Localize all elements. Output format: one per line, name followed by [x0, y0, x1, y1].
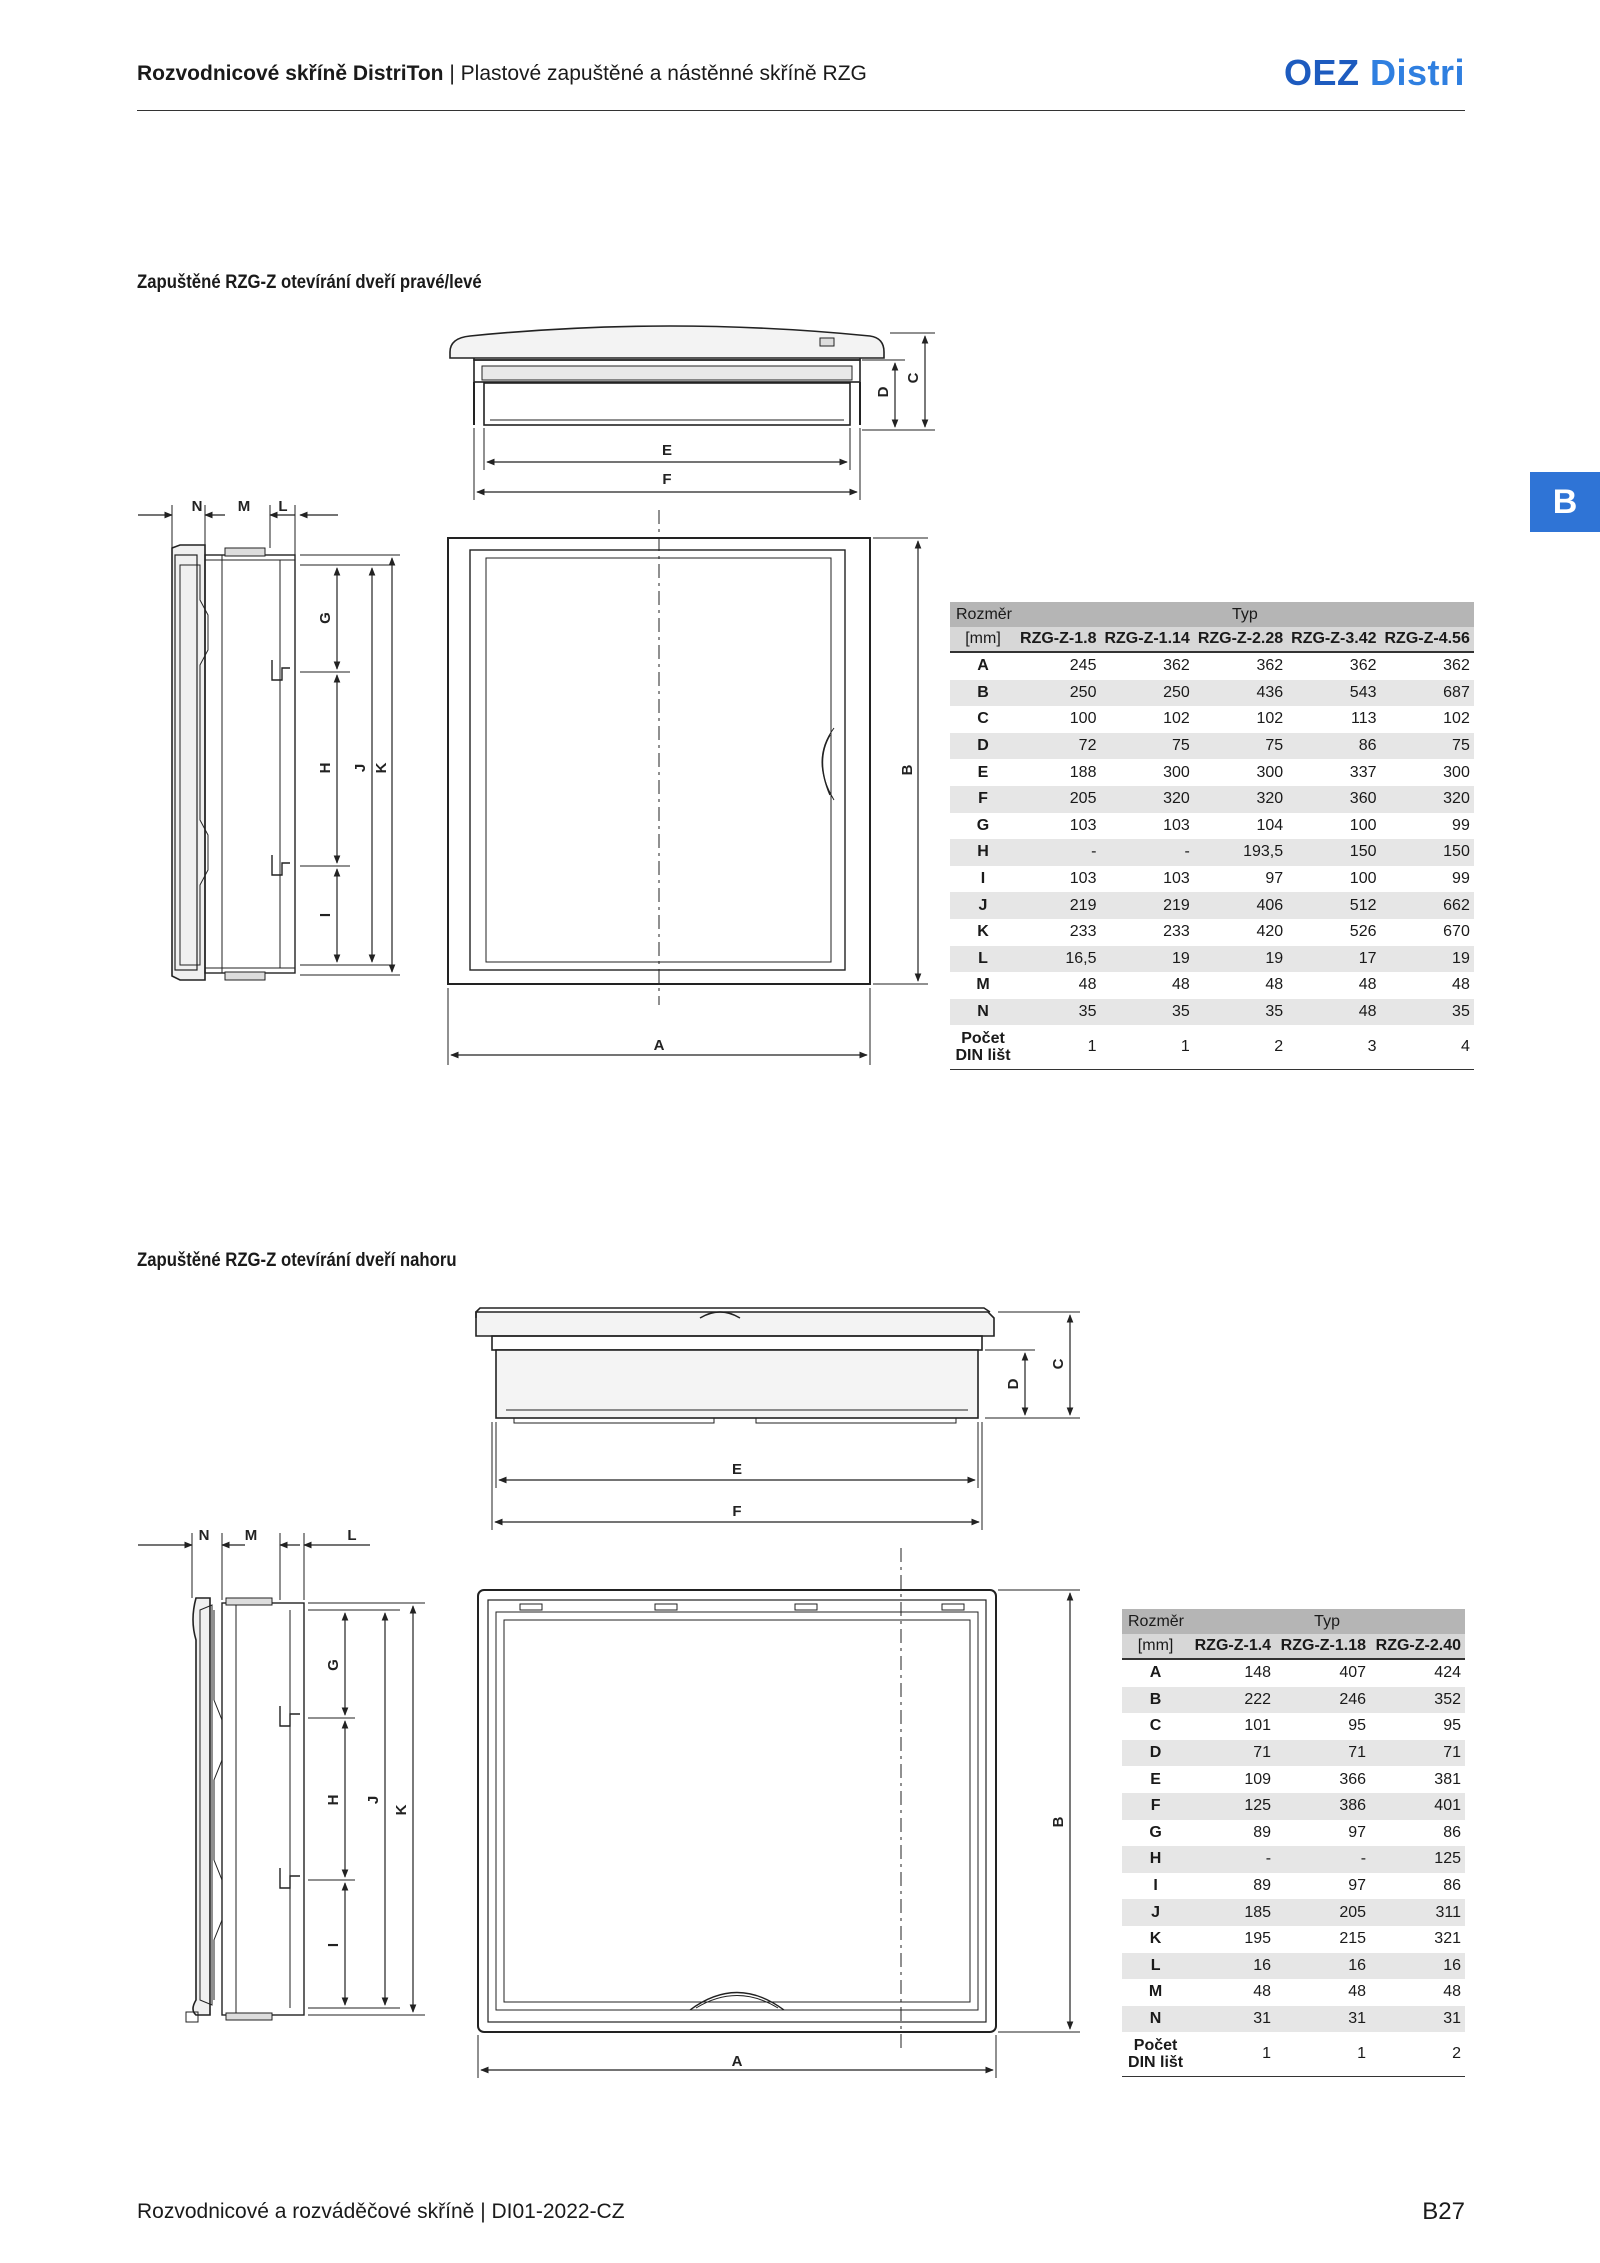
page-number: B27 [1422, 2198, 1465, 2225]
table-cell: 320 [1100, 786, 1193, 813]
table1-unit: [mm] [950, 627, 1016, 652]
table-cell: 104 [1256, 816, 1284, 834]
table-cell: 31 [1275, 2006, 1370, 2033]
table-cell: 670 [1443, 923, 1470, 941]
table-cell: 100 [1349, 816, 1377, 834]
s1-label-i: I [317, 912, 334, 918]
table-cell: 48 [1287, 999, 1380, 1026]
table-cell: 362 [1443, 657, 1470, 675]
row-key: E [1150, 1770, 1161, 1788]
table-cell: 31 [1370, 2006, 1465, 2033]
table-cell: 3 [1287, 1025, 1380, 1070]
table2-type: RZG-Z-2.40 [1370, 1634, 1465, 1659]
table-row [950, 946, 1474, 973]
page-footer-left [137, 2200, 625, 2224]
table-cell: 662 [1381, 892, 1474, 919]
s2-label-n: N [198, 1527, 210, 1544]
table-cell: 245 [1069, 657, 1097, 675]
table-cell: 311 [1370, 1899, 1465, 1926]
table-cell: 102 [1443, 710, 1470, 728]
dimensions-table-1 [950, 602, 1474, 1070]
dimensions-table-2 [1122, 1609, 1465, 2077]
table-row [1122, 1740, 1465, 1767]
table-cell: 386 [1275, 1793, 1370, 1820]
table-row [1122, 1793, 1465, 1820]
row-key: C [977, 710, 989, 728]
s2-label-f: F [732, 1503, 742, 1520]
table-cell: 4 [1381, 1025, 1474, 1070]
table-cell: 188 [1069, 763, 1097, 781]
row-key: M [1148, 1983, 1163, 2001]
table-cell: 233 [1163, 923, 1190, 941]
s2-label-h: H [325, 1794, 342, 1806]
row-key: M [976, 976, 990, 994]
table-cell: 71 [1370, 1740, 1465, 1767]
table-cell: 99 [1452, 870, 1470, 888]
row-key: D [1122, 1740, 1189, 1767]
s2-label-a: A [731, 2053, 743, 2070]
table-cell: 148 [1244, 1664, 1272, 1682]
table-cell: 103 [1069, 816, 1097, 834]
table-cell: 436 [1194, 680, 1287, 707]
table-row [950, 733, 1474, 760]
table2-col-head: Rozměr [1122, 1609, 1189, 1634]
table-cell: 48 [1265, 976, 1284, 994]
table-cell: 103 [1163, 870, 1190, 888]
table-cell: 19 [1381, 946, 1474, 973]
table-row [950, 839, 1474, 866]
chapter-tab-badge[interactable]: B [1530, 472, 1600, 532]
table-cell: 125 [1370, 1846, 1465, 1873]
s1-label-l: L [278, 498, 288, 515]
table-cell: 193,5 [1194, 839, 1287, 866]
table-row [950, 866, 1474, 893]
table-row [1122, 2006, 1465, 2033]
table-cell: 362 [1349, 657, 1377, 675]
table-cell: - [1189, 1846, 1275, 1873]
table-cell: 300 [1443, 763, 1470, 781]
section2-title: Zapuštěné RZG-Z otevírání dveří nahoru [137, 1250, 457, 1271]
table-cell: 75 [1100, 733, 1193, 760]
table-row [1122, 1766, 1465, 1793]
table-cell: 250 [1100, 680, 1193, 707]
s2-label-l: L [347, 1527, 357, 1544]
table-cell: 71 [1275, 1740, 1370, 1767]
footer-doc-code: DI01-2022-CZ [491, 2200, 625, 2223]
s1-label-b: B [899, 764, 916, 776]
table-row [1122, 1846, 1465, 1873]
table1-type: RZG-Z-1.8 [1016, 627, 1100, 652]
table-cell: 16 [1275, 1953, 1370, 1980]
section1-title: Zapuštěné RZG-Z otevírání dveří pravé/levé [137, 272, 482, 293]
table-row [950, 972, 1474, 999]
table-cell: 150 [1381, 839, 1474, 866]
table-cell: 48 [1172, 976, 1190, 994]
table-cell: 407 [1339, 1664, 1367, 1682]
table-cell: 72 [1016, 733, 1100, 760]
table-row [950, 813, 1474, 840]
row-key-din-count [950, 1025, 1016, 1070]
table-row [1122, 1659, 1465, 1687]
table-cell: 17 [1287, 946, 1380, 973]
table-cell: 100 [1069, 710, 1097, 728]
table-cell: 185 [1189, 1899, 1275, 1926]
table-cell: 48 [1078, 976, 1097, 994]
table-cell: 233 [1069, 923, 1097, 941]
table-row [1122, 1713, 1465, 1740]
s1-label-g: G [317, 612, 334, 624]
table-cell: 35 [1016, 999, 1100, 1026]
s1-front-view [448, 510, 870, 1005]
table-cell: 2 [1370, 2032, 1465, 2077]
s1-label-n: N [191, 498, 203, 515]
table-cell: 424 [1434, 1664, 1461, 1682]
table-cell: 16,5 [1016, 946, 1100, 973]
table-row [950, 999, 1474, 1026]
table-cell: 101 [1244, 1717, 1272, 1735]
row-key: K [977, 923, 989, 941]
table-cell: 35 [1381, 999, 1474, 1026]
oez-distri-logo: OEZ Distri [1283, 52, 1465, 93]
table-row [950, 652, 1474, 680]
row-key: A [977, 657, 989, 675]
table-cell: 150 [1287, 839, 1380, 866]
s1-side-view [172, 545, 295, 980]
table-cell: 48 [1452, 976, 1470, 994]
row-key: D [950, 733, 1016, 760]
table-cell: 75 [1194, 733, 1287, 760]
table-cell: 205 [1275, 1899, 1370, 1926]
table2-group-head: Typ [1189, 1609, 1465, 1634]
table-row [1122, 1926, 1465, 1953]
table1-type: RZG-Z-1.14 [1100, 627, 1193, 652]
table-cell: 321 [1434, 1930, 1461, 1948]
s2-top-view [476, 1308, 994, 1423]
table-cell: 103 [1163, 816, 1190, 834]
table-cell: 48 [1253, 1983, 1272, 2001]
table-cell: 195 [1244, 1930, 1272, 1948]
table-cell: 381 [1434, 1770, 1461, 1788]
s1-label-h: H [317, 762, 334, 774]
row-key: L [1122, 1953, 1189, 1980]
header-separator: | [449, 62, 455, 85]
table-cell: 125 [1189, 1793, 1275, 1820]
s2-label-j: J [365, 1795, 382, 1805]
table-cell: 543 [1287, 680, 1380, 707]
table1-type: RZG-Z-2.28 [1194, 627, 1287, 652]
s2-label-d: D [1005, 1378, 1022, 1390]
row-key: K [1149, 1930, 1162, 1948]
table-cell: 103 [1069, 870, 1097, 888]
row-key: N [1122, 2006, 1189, 2033]
table-cell: 401 [1370, 1793, 1465, 1820]
table-cell: 48 [1348, 1983, 1367, 2001]
table-cell: 250 [1016, 680, 1100, 707]
table-cell: 2 [1194, 1025, 1287, 1070]
table-cell: 526 [1349, 923, 1377, 941]
s1-label-m: M [237, 498, 251, 515]
s2-label-i: I [325, 1942, 342, 1948]
row-key: L [950, 946, 1016, 973]
table-cell: 1 [1100, 1025, 1193, 1070]
s2-label-b: B [1050, 1816, 1067, 1828]
table-row-din-count [950, 1025, 1474, 1070]
s1-label-j: J [352, 763, 369, 773]
row-key: A [1149, 1664, 1162, 1682]
row-key: F [950, 786, 1016, 813]
table-cell: 97 [1265, 870, 1284, 888]
footer-separator: | [480, 2200, 486, 2223]
table-cell: 300 [1163, 763, 1190, 781]
table-cell: 300 [1256, 763, 1284, 781]
table-row [950, 892, 1474, 919]
header-title-bold: Rozvodnicové skříně DistriTon [137, 62, 444, 85]
s2-label-g: G [325, 1659, 342, 1671]
row-key: F [1122, 1793, 1189, 1820]
din-count-label-1: Počet [1133, 2037, 1178, 2055]
s1-label-k: K [373, 762, 390, 774]
row-key: B [1122, 1687, 1189, 1714]
table1-group-head: Typ [1016, 602, 1474, 627]
table-cell: 109 [1244, 1770, 1272, 1788]
row-key: B [950, 680, 1016, 707]
table-row [950, 706, 1474, 733]
s2-label-e: E [731, 1461, 743, 1478]
table2-type: RZG-Z-1.4 [1189, 1634, 1275, 1659]
table-cell: 86 [1287, 733, 1380, 760]
table-cell: 48 [1358, 976, 1377, 994]
row-key: G [1149, 1823, 1162, 1841]
row-key: J [1122, 1899, 1189, 1926]
table-cell: 35 [1100, 999, 1193, 1026]
table-cell: 337 [1349, 763, 1377, 781]
row-key: H [1122, 1846, 1189, 1873]
table-cell: 362 [1163, 657, 1190, 675]
table-cell: 89 [1253, 1877, 1272, 1895]
table-cell: 75 [1381, 733, 1474, 760]
header-title-rest: Plastové zapuštěné a nástěnné skříně RZG [460, 62, 867, 85]
table-cell: 205 [1016, 786, 1100, 813]
table-cell: 1 [1275, 2032, 1370, 2077]
s1-top-view [450, 326, 884, 425]
table-cell: 16 [1189, 1953, 1275, 1980]
table-cell: 71 [1189, 1740, 1275, 1767]
table-cell: 48 [1443, 1983, 1461, 2001]
table-row [1122, 1820, 1465, 1847]
table-cell: 352 [1370, 1687, 1465, 1714]
table-cell: 320 [1381, 786, 1474, 813]
table-cell: 97 [1348, 1823, 1367, 1841]
table-cell: 102 [1256, 710, 1284, 728]
s2-front-view [478, 1548, 996, 2052]
table-cell: 19 [1100, 946, 1193, 973]
row-key: N [950, 999, 1016, 1026]
table-cell: 19 [1194, 946, 1287, 973]
table-cell: 219 [1016, 892, 1100, 919]
s2-label-m: M [244, 1527, 258, 1544]
din-count-label-2: DIN lišt [1128, 2054, 1184, 2072]
table-cell: 1 [1189, 2032, 1275, 2077]
table-cell: 406 [1194, 892, 1287, 919]
table2-type: RZG-Z-1.18 [1275, 1634, 1370, 1659]
table-cell: 95 [1348, 1717, 1367, 1735]
table-cell: 246 [1275, 1687, 1370, 1714]
table-row-din-count [1122, 2032, 1465, 2077]
table-cell: 360 [1287, 786, 1380, 813]
table-cell: 320 [1194, 786, 1287, 813]
table-row [950, 786, 1474, 813]
table-cell: - [1100, 839, 1193, 866]
table-row [950, 680, 1474, 707]
table-row [950, 919, 1474, 946]
table-row [1122, 1953, 1465, 1980]
row-key: H [950, 839, 1016, 866]
table-row [1122, 1687, 1465, 1714]
s1-label-f: F [662, 471, 672, 488]
s1-label-c: C [905, 372, 922, 384]
row-key: E [977, 763, 989, 781]
table-cell: 219 [1100, 892, 1193, 919]
table-cell: 362 [1256, 657, 1284, 675]
s1-label-d: D [875, 386, 892, 398]
table-cell: 86 [1443, 1877, 1461, 1895]
table-cell: 86 [1443, 1823, 1461, 1841]
din-count-label-2: DIN lišt [955, 1047, 1011, 1065]
row-key: I [980, 870, 986, 888]
table-cell: 95 [1443, 1717, 1461, 1735]
table1-type: RZG-Z-3.42 [1287, 627, 1380, 652]
s2-label-c: C [1050, 1358, 1067, 1370]
table-cell: 100 [1349, 870, 1377, 888]
footer-text: Rozvodnicové a rozváděčové skříně [137, 2200, 475, 2223]
table2-unit: [mm] [1122, 1634, 1189, 1659]
row-key: I [1153, 1877, 1158, 1895]
row-key: C [1149, 1717, 1162, 1735]
table-cell: - [1275, 1846, 1370, 1873]
table-row [1122, 1979, 1465, 2006]
table1-col-head: Rozměr [950, 602, 1016, 627]
s1-label-e: E [661, 442, 673, 459]
table-cell: 35 [1194, 999, 1287, 1026]
table-cell: 31 [1189, 2006, 1275, 2033]
row-key: G [976, 816, 990, 834]
table-cell: - [1016, 839, 1100, 866]
table-row [950, 759, 1474, 786]
table1-type: RZG-Z-4.56 [1381, 627, 1474, 652]
row-key-din-count [1122, 2032, 1189, 2077]
table-cell: 215 [1339, 1930, 1367, 1948]
row-key: J [950, 892, 1016, 919]
table-row [1122, 1873, 1465, 1900]
table-cell: 102 [1163, 710, 1190, 728]
table-cell: 99 [1452, 816, 1470, 834]
table-cell: 16 [1370, 1953, 1465, 1980]
table-cell: 113 [1350, 710, 1377, 728]
s2-label-k: K [393, 1804, 410, 1816]
s1-label-a: A [653, 1037, 665, 1054]
table-cell: 687 [1381, 680, 1474, 707]
table-cell: 512 [1287, 892, 1380, 919]
table-cell: 89 [1253, 1823, 1272, 1841]
table-cell: 420 [1256, 923, 1284, 941]
table-cell: 97 [1348, 1877, 1367, 1895]
table-cell: 1 [1016, 1025, 1100, 1070]
s2-side-view [186, 1598, 304, 2022]
din-count-label-1: Počet [961, 1030, 1005, 1048]
table-cell: 222 [1189, 1687, 1275, 1714]
table-row [1122, 1899, 1465, 1926]
table-cell: 366 [1339, 1770, 1367, 1788]
